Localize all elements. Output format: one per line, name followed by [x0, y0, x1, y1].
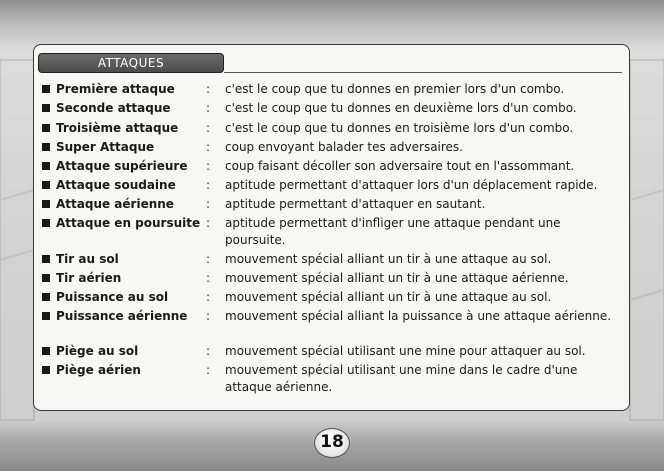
separator: : — [206, 82, 211, 96]
bullet-icon — [42, 219, 50, 227]
attack-term: Piège aérien — [56, 363, 141, 377]
attack-term: Tir au sol — [56, 252, 119, 266]
separator: : — [206, 309, 211, 323]
bullet-icon — [42, 366, 50, 374]
bullet-icon — [42, 347, 50, 355]
attack-description: mouvement spécial utilisant une mine dans le cadre d'une attaque aérienne. — [225, 363, 578, 394]
attack-description: mouvement spécial alliant un tir à une attaque aérienne. — [225, 271, 569, 285]
bullet-icon — [42, 200, 50, 208]
attack-term: Puissance au sol — [56, 290, 169, 304]
attack-term: Tir aérien — [56, 271, 122, 285]
bullet-icon — [42, 124, 50, 132]
bullet-icon — [42, 255, 50, 263]
separator: : — [206, 140, 211, 154]
attack-description: mouvement spécial alliant un tir à une attaque au sol. — [225, 290, 552, 304]
attack-term: Super Attaque — [56, 140, 155, 154]
attack-term: Attaque en poursuite — [56, 216, 201, 230]
separator: : — [206, 290, 211, 304]
attack-term: Seconde attaque — [56, 101, 171, 115]
bullet-icon — [42, 312, 50, 320]
bullet-icon — [42, 181, 50, 189]
separator: : — [206, 252, 211, 266]
separator: : — [206, 178, 211, 192]
attacks-list — [34, 45, 629, 410]
attack-description: aptitude permettant d'attaquer lors d'un déplacement rapide. — [225, 178, 598, 192]
page-number-badge: 18 — [314, 428, 350, 458]
attack-term: Première attaque — [56, 82, 175, 96]
attack-description: c'est le coup que tu donnes en deuxième lors d'un combo. — [225, 101, 577, 115]
attack-term: Piège au sol — [56, 344, 139, 358]
attack-term: Puissance aérienne — [56, 309, 188, 323]
attack-description: aptitude permettant d'infliger une attaque pendant une poursuite. — [225, 216, 561, 247]
bullet-icon — [42, 274, 50, 282]
section-title: ATTAQUES — [38, 53, 224, 73]
separator: : — [206, 216, 211, 230]
attack-term: Attaque supérieure — [56, 159, 188, 173]
attack-term: Troisième attaque — [56, 121, 179, 135]
bullet-icon — [42, 162, 50, 170]
attack-description: mouvement spécial alliant un tir à une attaque au sol. — [225, 252, 552, 266]
attack-description: aptitude permettant d'attaquer en sautant. — [225, 197, 486, 211]
attack-description: c'est le coup que tu donnes en troisième lors d'un combo. — [225, 121, 574, 135]
bullet-icon — [42, 143, 50, 151]
attack-description: coup faisant décoller son adversaire tout en l'assommant. — [225, 159, 575, 173]
attacks-panel — [33, 44, 630, 411]
separator: : — [206, 363, 211, 377]
bullet-icon — [42, 85, 50, 93]
separator: : — [206, 101, 211, 115]
attack-term: Attaque aérienne — [56, 197, 174, 211]
separator: : — [206, 271, 211, 285]
separator: : — [206, 159, 211, 173]
attack-description: mouvement spécial alliant la puissance à une attaque aérienne. — [225, 309, 612, 323]
attack-description: mouvement spécial utilisant une mine pour attaquer au sol. — [225, 344, 586, 358]
separator: : — [206, 197, 211, 211]
separator: : — [206, 121, 211, 135]
bullet-icon — [42, 104, 50, 112]
bullet-icon — [42, 293, 50, 301]
attack-term: Attaque soudaine — [56, 178, 176, 192]
separator: : — [206, 344, 211, 358]
attack-description: coup envoyant balader tes adversaires. — [225, 140, 463, 154]
attack-description: c'est le coup que tu donnes en premier lors d'un combo. — [225, 82, 565, 96]
